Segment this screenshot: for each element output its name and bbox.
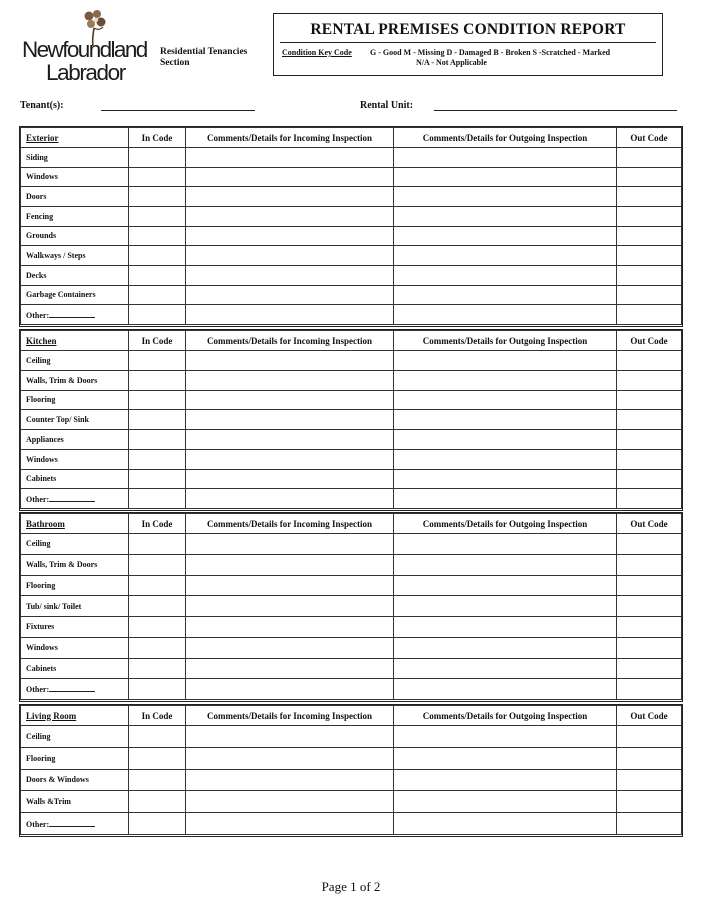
in-code-header: In Code	[129, 706, 186, 726]
item-label	[21, 575, 129, 596]
in-code-cell[interactable]	[129, 813, 186, 835]
table-row	[21, 430, 682, 450]
item-label	[21, 469, 129, 489]
section-heading: Exterior	[21, 128, 129, 148]
condition-key-codes: G - Good M - Missing D - Damaged B - Broken S -Scratched - Marked	[370, 48, 611, 57]
item-label	[21, 449, 129, 469]
item-label-text: Appliances	[26, 434, 64, 444]
incoming-comments-header: Comments/Details for Incoming Inspection	[186, 331, 394, 351]
out-code-cell[interactable]	[617, 449, 682, 469]
outgoing-comments-cell[interactable]	[394, 575, 617, 596]
outgoing-comments-cell[interactable]	[394, 658, 617, 679]
incoming-comments-cell[interactable]	[186, 449, 394, 469]
in-code-cell[interactable]	[129, 370, 186, 390]
other-write-in-line[interactable]	[49, 310, 95, 318]
table-row	[21, 370, 682, 390]
item-label	[21, 430, 129, 450]
item-label	[21, 390, 129, 410]
item-label-text: Other:	[26, 685, 50, 695]
incoming-comments-cell[interactable]	[186, 726, 394, 748]
item-label-text: Doors	[26, 192, 47, 202]
incoming-comments-cell[interactable]	[186, 769, 394, 791]
other-write-in-line[interactable]	[49, 819, 95, 827]
incoming-comments-cell[interactable]	[186, 410, 394, 430]
table-row	[21, 305, 682, 325]
item-label-text: Other:	[26, 819, 50, 829]
table-row	[21, 747, 682, 769]
item-label	[21, 167, 129, 187]
out-code-cell[interactable]	[617, 617, 682, 638]
out-code-header: Out Code	[617, 706, 682, 726]
incoming-comments-cell[interactable]	[186, 747, 394, 769]
incoming-comments-cell[interactable]	[186, 596, 394, 617]
section-exterior	[19, 126, 683, 327]
out-code-cell[interactable]	[617, 265, 682, 285]
incoming-comments-cell[interactable]	[186, 489, 394, 509]
section-heading: Bathroom	[21, 514, 129, 534]
outgoing-comments-cell[interactable]	[394, 305, 617, 325]
incoming-comments-cell[interactable]	[186, 226, 394, 246]
rental-unit-label: Rental Unit:	[360, 100, 414, 111]
item-label-text: Counter Top/ Sink	[26, 415, 89, 425]
out-code-cell[interactable]	[617, 370, 682, 390]
out-code-cell[interactable]	[617, 679, 682, 700]
item-label-text: Fixtures	[26, 622, 55, 632]
out-code-cell[interactable]	[617, 637, 682, 658]
in-code-cell[interactable]	[129, 769, 186, 791]
outgoing-comments-cell[interactable]	[394, 554, 617, 575]
in-code-cell[interactable]	[129, 449, 186, 469]
table-row	[21, 265, 682, 285]
incoming-comments-cell[interactable]	[186, 430, 394, 450]
item-label-text: Ceiling	[26, 539, 51, 549]
out-code-cell[interactable]	[617, 596, 682, 617]
out-code-cell[interactable]	[617, 305, 682, 325]
table-row	[21, 637, 682, 658]
incoming-comments-cell[interactable]	[186, 265, 394, 285]
outgoing-comments-cell[interactable]	[394, 791, 617, 813]
item-label	[21, 769, 129, 791]
item-label	[21, 489, 129, 509]
item-label-text: Cabinets	[26, 663, 57, 673]
incoming-comments-header: Comments/Details for Incoming Inspection	[186, 706, 394, 726]
item-label	[21, 265, 129, 285]
item-label	[21, 726, 129, 748]
table-row	[21, 617, 682, 638]
item-label-text: Siding	[26, 152, 48, 162]
table-row	[21, 534, 682, 555]
out-code-cell[interactable]	[617, 554, 682, 575]
item-label	[21, 747, 129, 769]
table-row	[21, 658, 682, 679]
item-label-text: Walls, Trim & Doors	[26, 375, 98, 385]
item-label-text: Walkways / Steps	[26, 251, 86, 261]
table-row	[21, 596, 682, 617]
out-code-cell[interactable]	[617, 658, 682, 679]
outgoing-comments-cell[interactable]	[394, 747, 617, 769]
out-code-cell[interactable]	[617, 430, 682, 450]
outgoing-comments-cell[interactable]	[394, 679, 617, 700]
department-line2: Section	[160, 58, 190, 68]
table-row	[21, 489, 682, 509]
incoming-comments-cell[interactable]	[186, 370, 394, 390]
table-row	[21, 167, 682, 187]
in-code-cell[interactable]	[129, 265, 186, 285]
condition-key-label: Condition Key Code	[282, 48, 352, 57]
item-label	[21, 410, 129, 430]
item-label-text: Fencing	[26, 211, 54, 221]
out-code-cell[interactable]	[617, 206, 682, 226]
in-code-cell[interactable]	[129, 617, 186, 638]
outgoing-comments-cell[interactable]	[394, 187, 617, 207]
out-code-cell[interactable]	[617, 167, 682, 187]
incoming-comments-header: Comments/Details for Incoming Inspection	[186, 514, 394, 534]
section-heading: Kitchen	[21, 331, 129, 351]
table-row	[21, 726, 682, 748]
in-code-cell[interactable]	[129, 148, 186, 168]
table-row	[21, 410, 682, 430]
outgoing-comments-cell[interactable]	[394, 265, 617, 285]
item-label-text: Cabinets	[26, 474, 57, 484]
item-label-text: Doors & Windows	[26, 775, 89, 785]
item-label	[21, 596, 129, 617]
outgoing-comments-cell[interactable]	[394, 410, 617, 430]
in-code-cell[interactable]	[129, 534, 186, 555]
item-label-text: Windows	[26, 454, 58, 464]
item-label	[21, 534, 129, 555]
in-code-cell[interactable]	[129, 596, 186, 617]
outgoing-comments-cell[interactable]	[394, 489, 617, 509]
outgoing-comments-cell[interactable]	[394, 617, 617, 638]
incoming-comments-cell[interactable]	[186, 554, 394, 575]
in-code-cell[interactable]	[129, 430, 186, 450]
in-code-cell[interactable]	[129, 637, 186, 658]
outgoing-comments-cell[interactable]	[394, 469, 617, 489]
outgoing-comments-cell[interactable]	[394, 813, 617, 835]
item-label-text: Tub/ sink/ Toilet	[26, 601, 82, 611]
incoming-comments-cell[interactable]	[186, 637, 394, 658]
outgoing-comments-header: Comments/Details for Outgoing Inspection	[394, 331, 617, 351]
outgoing-comments-cell[interactable]	[394, 726, 617, 748]
outgoing-comments-cell[interactable]	[394, 246, 617, 266]
item-label-text: Windows	[26, 172, 58, 182]
tenant-field[interactable]	[101, 110, 255, 111]
outgoing-comments-header: Comments/Details for Outgoing Inspection	[394, 128, 617, 148]
in-code-cell[interactable]	[129, 410, 186, 430]
department-line1: Residential Tenancies	[160, 47, 248, 57]
in-code-cell[interactable]	[129, 167, 186, 187]
item-label-text: Other:	[26, 310, 50, 320]
title-divider	[280, 42, 656, 43]
out-code-cell[interactable]	[617, 813, 682, 835]
item-label	[21, 305, 129, 325]
item-label	[21, 226, 129, 246]
outgoing-comments-cell[interactable]	[394, 370, 617, 390]
incoming-comments-cell[interactable]	[186, 206, 394, 226]
out-code-header: Out Code	[617, 128, 682, 148]
department-name	[160, 47, 260, 69]
out-code-cell[interactable]	[617, 747, 682, 769]
item-label-text: Decks	[26, 270, 47, 280]
incoming-comments-cell[interactable]	[186, 791, 394, 813]
section-kitchen	[19, 329, 683, 511]
in-code-cell[interactable]	[129, 285, 186, 305]
item-label	[21, 285, 129, 305]
incoming-comments-cell[interactable]	[186, 148, 394, 168]
out-code-cell[interactable]	[617, 390, 682, 410]
item-label-text: Flooring	[26, 395, 56, 405]
tenant-label: Tenant(s):	[20, 100, 64, 111]
outgoing-comments-header: Comments/Details for Outgoing Inspection	[394, 706, 617, 726]
table-row	[21, 285, 682, 305]
in-code-cell[interactable]	[129, 187, 186, 207]
logo-text-line1: Newfoundland	[22, 37, 147, 62]
in-code-cell[interactable]	[129, 679, 186, 700]
out-code-cell[interactable]	[617, 726, 682, 748]
outgoing-comments-cell[interactable]	[394, 769, 617, 791]
in-code-header: In Code	[129, 331, 186, 351]
item-label-text: Windows	[26, 643, 58, 653]
table-row	[21, 449, 682, 469]
incoming-comments-cell[interactable]	[186, 246, 394, 266]
outgoing-comments-cell[interactable]	[394, 148, 617, 168]
table-row	[21, 351, 682, 371]
item-label	[21, 370, 129, 390]
incoming-comments-cell[interactable]	[186, 351, 394, 371]
item-label	[21, 246, 129, 266]
out-code-header: Out Code	[617, 331, 682, 351]
in-code-cell[interactable]	[129, 791, 186, 813]
out-code-cell[interactable]	[617, 769, 682, 791]
incoming-comments-cell[interactable]	[186, 679, 394, 700]
title-box	[273, 13, 663, 76]
out-code-cell[interactable]	[617, 410, 682, 430]
item-label	[21, 187, 129, 207]
outgoing-comments-cell[interactable]	[394, 390, 617, 410]
table-row	[21, 148, 682, 168]
item-label-text: Grounds	[26, 231, 57, 241]
incoming-comments-cell[interactable]	[186, 469, 394, 489]
out-code-cell[interactable]	[617, 148, 682, 168]
item-label-text: Flooring	[26, 753, 56, 763]
out-code-cell[interactable]	[617, 575, 682, 596]
item-label-text: Walls, Trim & Doors	[26, 560, 98, 570]
table-row	[21, 813, 682, 835]
section-heading: Living Room	[21, 706, 129, 726]
rental-unit-field[interactable]	[434, 110, 677, 111]
in-code-cell[interactable]	[129, 747, 186, 769]
outgoing-comments-cell[interactable]	[394, 285, 617, 305]
incoming-comments-cell[interactable]	[186, 167, 394, 187]
in-code-cell[interactable]	[129, 726, 186, 748]
out-code-cell[interactable]	[617, 469, 682, 489]
table-row	[21, 679, 682, 700]
out-code-cell[interactable]	[617, 351, 682, 371]
item-label	[21, 554, 129, 575]
section-living-room	[19, 704, 683, 837]
outgoing-comments-cell[interactable]	[394, 430, 617, 450]
condition-key-codes-line2: N/A - Not Applicable	[416, 58, 487, 67]
outgoing-comments-cell[interactable]	[394, 351, 617, 371]
page-number: Page 1 of 2	[321, 879, 381, 894]
item-label	[21, 148, 129, 168]
outgoing-comments-cell[interactable]	[394, 449, 617, 469]
item-label-text: Walls &Trim	[26, 797, 71, 807]
table-row	[21, 206, 682, 226]
item-label	[21, 351, 129, 371]
incoming-comments-cell[interactable]	[186, 305, 394, 325]
table-row	[21, 390, 682, 410]
out-code-cell[interactable]	[617, 791, 682, 813]
item-label-text: Other:	[26, 494, 50, 504]
item-label	[21, 679, 129, 700]
in-code-cell[interactable]	[129, 489, 186, 509]
item-label	[21, 791, 129, 813]
table-row	[21, 187, 682, 207]
out-code-header: Out Code	[617, 514, 682, 534]
in-code-cell[interactable]	[129, 575, 186, 596]
table-row	[21, 769, 682, 791]
in-code-header: In Code	[129, 514, 186, 534]
other-write-in-line[interactable]	[49, 684, 95, 692]
table-row	[21, 791, 682, 813]
out-code-cell[interactable]	[617, 285, 682, 305]
logo-text-line2: Labrador	[46, 60, 125, 85]
item-label	[21, 813, 129, 835]
in-code-cell[interactable]	[129, 305, 186, 325]
in-code-cell[interactable]	[129, 351, 186, 371]
table-row	[21, 469, 682, 489]
in-code-cell[interactable]	[129, 390, 186, 410]
item-label	[21, 637, 129, 658]
outgoing-comments-cell[interactable]	[394, 167, 617, 187]
incoming-comments-header: Comments/Details for Incoming Inspection	[186, 128, 394, 148]
outgoing-comments-cell[interactable]	[394, 596, 617, 617]
incoming-comments-cell[interactable]	[186, 534, 394, 555]
out-code-cell[interactable]	[617, 246, 682, 266]
incoming-comments-cell[interactable]	[186, 285, 394, 305]
table-row	[21, 246, 682, 266]
item-label-text: Ceiling	[26, 355, 51, 365]
in-code-header: In Code	[129, 128, 186, 148]
incoming-comments-cell[interactable]	[186, 617, 394, 638]
outgoing-comments-cell[interactable]	[394, 226, 617, 246]
incoming-comments-cell[interactable]	[186, 658, 394, 679]
out-code-cell[interactable]	[617, 187, 682, 207]
outgoing-comments-cell[interactable]	[394, 637, 617, 658]
table-row	[21, 226, 682, 246]
section-bathroom	[19, 512, 683, 702]
in-code-cell[interactable]	[129, 554, 186, 575]
in-code-cell[interactable]	[129, 226, 186, 246]
outgoing-comments-cell[interactable]	[394, 534, 617, 555]
item-label-text: Ceiling	[26, 731, 51, 741]
item-label	[21, 658, 129, 679]
item-label-text: Flooring	[26, 580, 56, 590]
outgoing-comments-header: Comments/Details for Outgoing Inspection	[394, 514, 617, 534]
out-code-cell[interactable]	[617, 534, 682, 555]
outgoing-comments-cell[interactable]	[394, 206, 617, 226]
incoming-comments-cell[interactable]	[186, 390, 394, 410]
nl-logo	[22, 10, 162, 88]
incoming-comments-cell[interactable]	[186, 187, 394, 207]
incoming-comments-cell[interactable]	[186, 575, 394, 596]
incoming-comments-cell[interactable]	[186, 813, 394, 835]
table-row	[21, 554, 682, 575]
item-label	[21, 617, 129, 638]
page-title: RENTAL PREMISES CONDITION REPORT	[310, 21, 626, 38]
in-code-cell[interactable]	[129, 206, 186, 226]
other-write-in-line[interactable]	[49, 494, 95, 502]
in-code-cell[interactable]	[129, 469, 186, 489]
item-label-text: Garbage Containers	[26, 290, 96, 300]
out-code-cell[interactable]	[617, 226, 682, 246]
item-label	[21, 206, 129, 226]
out-code-cell[interactable]	[617, 489, 682, 509]
in-code-cell[interactable]	[129, 658, 186, 679]
table-row	[21, 575, 682, 596]
in-code-cell[interactable]	[129, 246, 186, 266]
